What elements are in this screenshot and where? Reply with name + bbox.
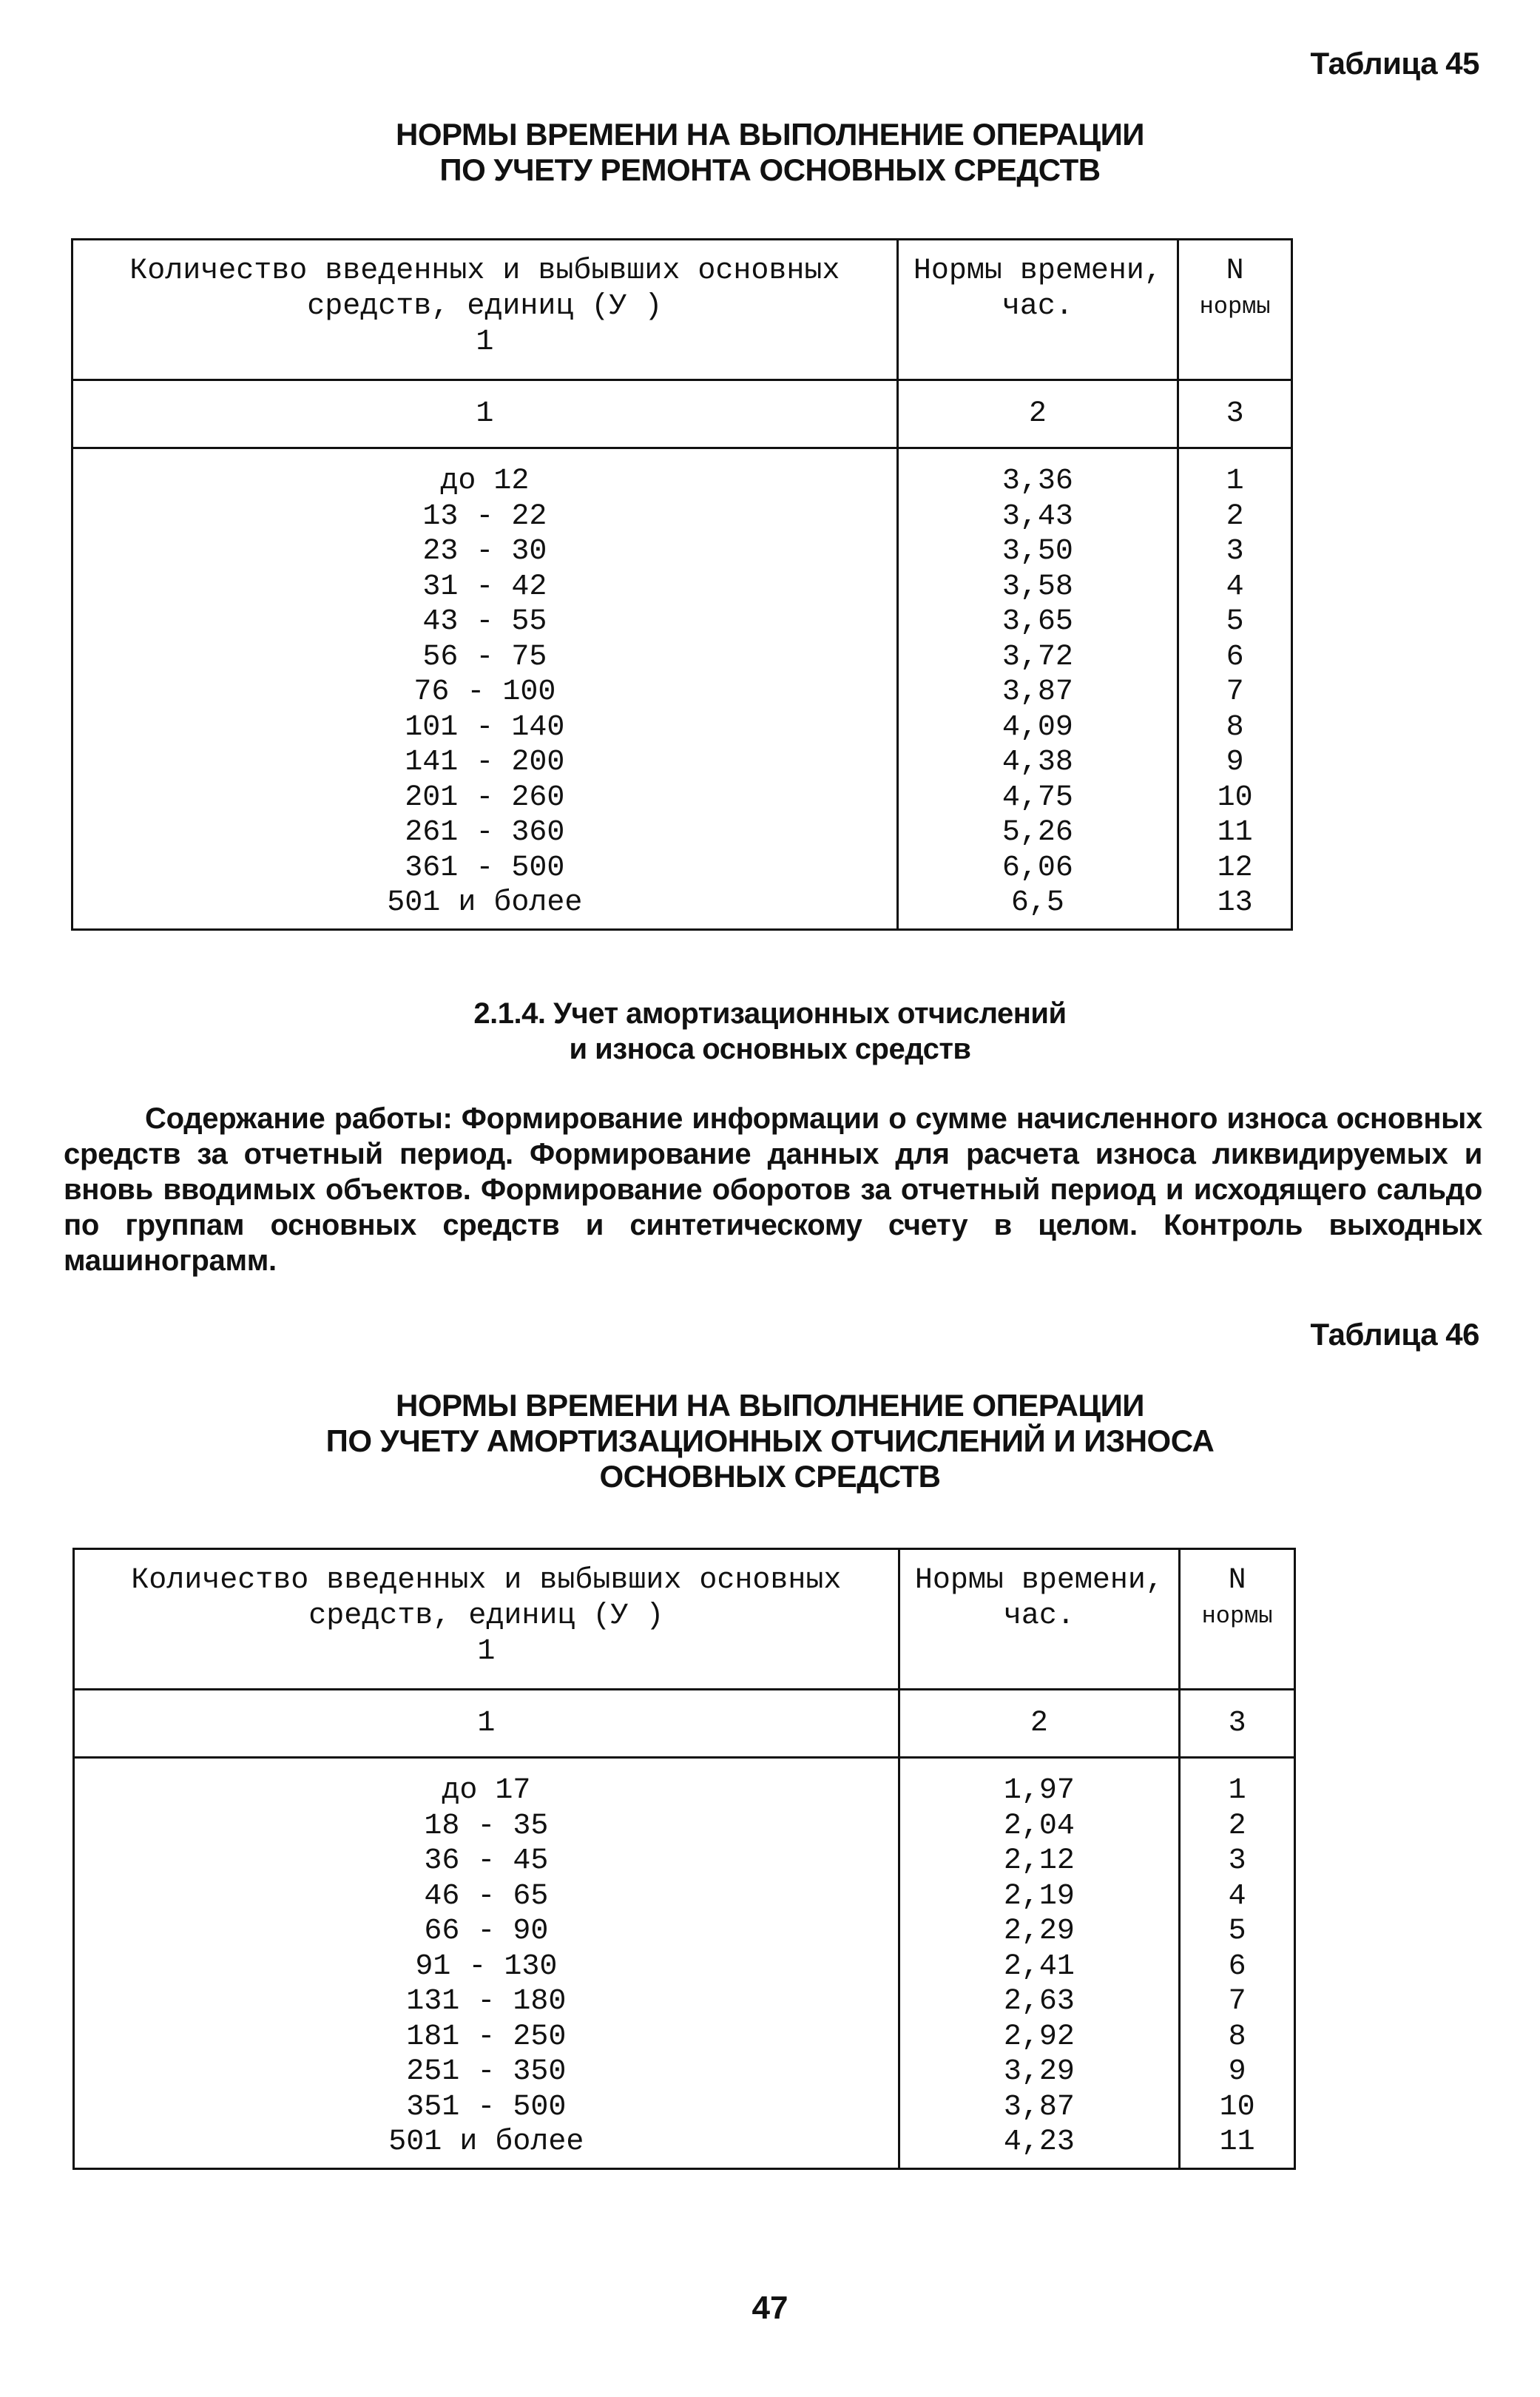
table-cell-hours: 2,29 bbox=[1003, 1915, 1075, 1948]
table-cell-quantity: 251 - 350 bbox=[406, 2055, 567, 2088]
table-cell-quantity: 66 - 90 bbox=[424, 1915, 549, 1948]
table-46-header-quantity bbox=[74, 1549, 899, 1690]
table-cell-norm-number: 2 bbox=[1226, 499, 1244, 533]
table-45-body bbox=[72, 448, 1292, 930]
section-title-line: 2.1.4. Учет амортизационных отчислений bbox=[473, 997, 1067, 1030]
table-cell-norm-number: 12 bbox=[1217, 851, 1253, 885]
header-quantity-line2: средств, единиц (У ) bbox=[308, 1599, 664, 1633]
table-cell-hours: 2,12 bbox=[1003, 1844, 1075, 1878]
table-46-header-hours bbox=[899, 1549, 1179, 1690]
table-cell-quantity: 351 - 500 bbox=[406, 2090, 567, 2124]
table-cell-hours: 1,97 bbox=[1003, 1774, 1075, 1807]
table-cell-norm-number: 11 bbox=[1219, 2125, 1255, 2159]
table-cell-hours: 6,06 bbox=[1002, 851, 1073, 885]
table-cell-norm-number: 8 bbox=[1226, 710, 1244, 744]
table-46-column-numbers bbox=[74, 1690, 1295, 1758]
table-cell-hours: 3,36 bbox=[1002, 465, 1073, 498]
table-cell-quantity: 56 - 75 bbox=[422, 640, 547, 674]
table-cell-norm-number: 5 bbox=[1228, 1915, 1246, 1948]
table-cell-norm-number: 6 bbox=[1228, 1949, 1246, 1983]
table-45-label: Таблица 45 bbox=[1310, 46, 1479, 81]
table-46-header-row bbox=[74, 1549, 1295, 1690]
table-cell-quantity: 501 и более bbox=[387, 886, 583, 920]
work-description-paragraph: Содержание работы: Формирование информации о сумме начисленного износа основных средств за отчетный период. Формирование данных для расчета износа ликвидируемых и вновь вводимых объектов. Формирование оборотов за отчетный период и исходящего сальдо по группам основных средств и синтетическому счету в целом. Контроль выходных машинограмм. bbox=[64, 1102, 1482, 1277]
header-quantity-subscript: 1 bbox=[477, 1635, 496, 1668]
table-46-title-line: ПО УЧЕТУ АМОРТИЗАЦИОННЫХ ОТЧИСЛЕНИЙ И ИЗНОСА bbox=[325, 1423, 1215, 1458]
table-cell-quantity: до 12 bbox=[440, 465, 530, 498]
table-cell-hours: 5,26 bbox=[1002, 816, 1073, 849]
table-45-title bbox=[0, 117, 1540, 188]
table-cell-norm-number: 9 bbox=[1228, 2055, 1246, 2088]
column-number: 1 bbox=[74, 1690, 899, 1758]
table-cell-norm-number: 10 bbox=[1217, 781, 1253, 815]
header-norm-line1: N bbox=[1228, 1564, 1246, 1597]
table-45-quantity-column bbox=[72, 448, 898, 930]
table-cell-quantity: 91 - 130 bbox=[415, 1949, 558, 1983]
table-46-body bbox=[74, 1758, 1295, 2169]
header-quantity-subscript: 1 bbox=[476, 326, 494, 359]
table-cell-hours: 2,63 bbox=[1003, 1985, 1075, 2018]
table-46-title-line: ОСНОВНЫХ СРЕДСТВ bbox=[599, 1459, 941, 1494]
table-cell-norm-number: 5 bbox=[1226, 605, 1244, 638]
table-45-hours-column bbox=[897, 448, 1178, 930]
table-45-title-line: ПО УЧЕТУ РЕМОНТА ОСНОВНЫХ СРЕДСТВ bbox=[439, 152, 1101, 187]
table-cell-hours: 3,29 bbox=[1003, 2055, 1075, 2088]
table-cell-norm-number: 11 bbox=[1217, 816, 1253, 849]
table-cell-quantity: 31 - 42 bbox=[422, 570, 547, 604]
table-cell-norm-number: 3 bbox=[1228, 1844, 1246, 1878]
table-46-hours-column bbox=[899, 1758, 1179, 2169]
header-hours-line2: час. bbox=[1002, 290, 1073, 323]
table-cell-hours: 2,04 bbox=[1003, 1809, 1075, 1843]
column-number: 1 bbox=[72, 380, 898, 448]
table-46 bbox=[72, 1548, 1296, 2170]
table-cell-hours: 2,41 bbox=[1003, 1949, 1075, 1983]
table-cell-quantity: 36 - 45 bbox=[424, 1844, 549, 1878]
table-cell-hours: 3,87 bbox=[1002, 675, 1073, 709]
table-cell-hours: 4,23 bbox=[1003, 2125, 1075, 2159]
table-cell-norm-number: 8 bbox=[1228, 2020, 1246, 2054]
table-cell-quantity: 141 - 200 bbox=[405, 746, 565, 779]
table-46-quantity-column bbox=[74, 1758, 899, 2169]
header-quantity-line2: средств, единиц (У ) bbox=[307, 290, 663, 323]
table-cell-hours: 3,58 bbox=[1002, 570, 1073, 604]
header-norm-line2: нормы bbox=[1201, 1602, 1273, 1630]
table-45-header-row bbox=[72, 240, 1292, 380]
table-cell-quantity: 76 - 100 bbox=[413, 675, 556, 709]
header-hours-line2: час. bbox=[1003, 1599, 1075, 1633]
table-cell-norm-number: 1 bbox=[1226, 465, 1244, 498]
table-cell-quantity: 201 - 260 bbox=[405, 781, 565, 815]
table-cell-quantity: 261 - 360 bbox=[405, 816, 565, 849]
header-hours-line1: Нормы времени, bbox=[914, 1564, 1164, 1597]
table-cell-hours: 4,75 bbox=[1002, 781, 1073, 815]
table-46-norm-column bbox=[1180, 1758, 1295, 2169]
table-cell-hours: 3,87 bbox=[1003, 2090, 1075, 2124]
header-hours-line1: Нормы времени, bbox=[913, 254, 1162, 288]
table-cell-hours: 6,5 bbox=[1010, 886, 1064, 920]
table-cell-norm-number: 4 bbox=[1226, 570, 1244, 604]
table-46-header-norm bbox=[1180, 1549, 1295, 1690]
table-46-title-line: НОРМЫ ВРЕМЕНИ НА ВЫПОЛНЕНИЕ ОПЕРАЦИИ bbox=[396, 1388, 1144, 1423]
column-number: 2 bbox=[899, 1690, 1179, 1758]
table-cell-norm-number: 2 bbox=[1228, 1809, 1246, 1843]
table-cell-quantity: 23 - 30 bbox=[422, 535, 547, 568]
table-46-label: Таблица 46 bbox=[1310, 1317, 1479, 1352]
table-cell-norm-number: 6 bbox=[1226, 640, 1244, 674]
table-cell-quantity: 13 - 22 bbox=[422, 499, 547, 533]
table-cell-quantity: 46 - 65 bbox=[424, 1879, 549, 1913]
table-cell-quantity: 101 - 140 bbox=[405, 710, 565, 744]
table-45-header-norm bbox=[1178, 240, 1292, 380]
section-title bbox=[0, 996, 1540, 1067]
table-cell-norm-number: 3 bbox=[1226, 535, 1244, 568]
header-norm-line2: нормы bbox=[1199, 293, 1271, 320]
table-45-header-quantity bbox=[72, 240, 898, 380]
header-quantity-line1: Количество введенных и выбывших основных bbox=[129, 254, 840, 288]
table-cell-quantity: 131 - 180 bbox=[406, 1985, 567, 2018]
table-45-norm-column bbox=[1178, 448, 1292, 930]
table-cell-quantity: 361 - 500 bbox=[405, 851, 565, 885]
table-cell-quantity: 501 и более bbox=[388, 2125, 584, 2159]
table-cell-hours: 3,65 bbox=[1002, 605, 1073, 638]
column-number: 3 bbox=[1180, 1690, 1295, 1758]
table-cell-hours: 2,92 bbox=[1003, 2020, 1075, 2054]
table-cell-hours: 4,38 bbox=[1002, 746, 1073, 779]
table-46-title bbox=[0, 1388, 1540, 1494]
table-cell-hours: 3,72 bbox=[1002, 640, 1073, 674]
table-cell-quantity: 181 - 250 bbox=[406, 2020, 567, 2054]
table-cell-quantity: 43 - 55 bbox=[422, 605, 547, 638]
table-cell-hours: 3,50 bbox=[1002, 535, 1073, 568]
table-cell-norm-number: 7 bbox=[1228, 1985, 1246, 2018]
table-cell-norm-number: 9 bbox=[1226, 746, 1244, 779]
table-45-header-hours bbox=[897, 240, 1178, 380]
header-norm-line1: N bbox=[1226, 254, 1244, 288]
table-cell-norm-number: 1 bbox=[1228, 1774, 1246, 1807]
table-45-column-numbers bbox=[72, 380, 1292, 448]
table-cell-hours: 2,19 bbox=[1003, 1879, 1075, 1913]
page-number: 47 bbox=[752, 2290, 788, 2326]
header-quantity-line1: Количество введенных и выбывших основных bbox=[131, 1564, 842, 1597]
column-number: 2 bbox=[897, 380, 1178, 448]
section-title-line: и износа основных средств bbox=[569, 1033, 971, 1065]
table-cell-hours: 3,43 bbox=[1002, 499, 1073, 533]
table-cell-norm-number: 4 bbox=[1228, 1879, 1246, 1913]
table-cell-quantity: до 17 bbox=[442, 1774, 531, 1807]
table-45 bbox=[71, 238, 1293, 931]
table-cell-norm-number: 10 bbox=[1219, 2090, 1255, 2124]
table-45-title-line: НОРМЫ ВРЕМЕНИ НА ВЫПОЛНЕНИЕ ОПЕРАЦИИ bbox=[396, 117, 1144, 152]
table-cell-norm-number: 7 bbox=[1226, 675, 1244, 709]
column-number: 3 bbox=[1178, 380, 1292, 448]
table-cell-hours: 4,09 bbox=[1002, 710, 1073, 744]
table-cell-quantity: 18 - 35 bbox=[424, 1809, 549, 1843]
table-cell-norm-number: 13 bbox=[1217, 886, 1253, 920]
